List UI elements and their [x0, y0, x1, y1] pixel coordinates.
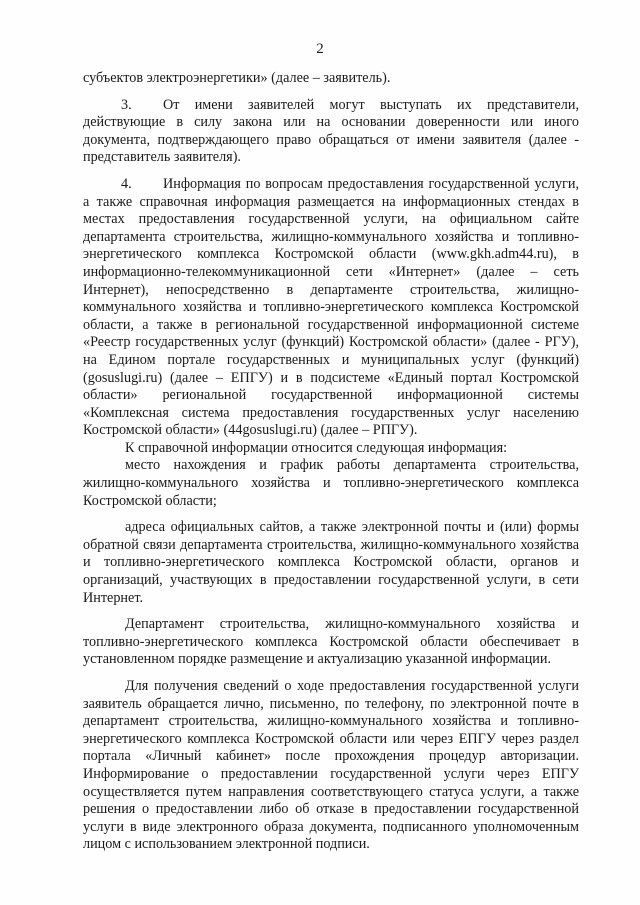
item-number: 3. [121, 96, 132, 113]
document-body [83, 70, 579, 854]
paragraph-continuation: субъектов электроэнергетики» (далее – заявитель). [83, 70, 391, 86]
paragraph-department-duty: Департамент строительства, жилищно-коммунального хозяйства и топливно-энергетического комплекса Костромской области обеспечивает в установленном порядке размещение и актуализацию указанной информации. [83, 616, 579, 668]
item-number: 4. [121, 175, 132, 192]
paragraph-status-info: Для получения сведений о ходе предоставления государственной услуги заявитель обращается лично, письменно, по телефону, по электронной почте в департамент строительства, жилищно-коммунального хозяйства и топливно-энергетического комплекса Костромской области или через ЕПГУ через раздел портала «Личный кабинет» после прохождения процедур авторизации. Информирование о предоставлении государственной услуги через ЕПГУ осуществляется путем направления соответствующего статуса услуги, а также решения о предоставлении либо об отказе в предоставлении государственной услуги в виде электронного образа документа, подписанного уполномоченным лицом с использованием электронной подписи. [83, 678, 579, 853]
paragraph-addresses: адреса официальных сайтов, а также электронной почты и (или) формы обратной связи департамента строительства, жилищно-коммунального хозяйства и топливно-энергетического комплекса Костромской области, органов и организаций, участвующих в предоставлении государственной услуги, в сети Интернет. [83, 519, 579, 606]
paragraph-reference-intro: К справочной информации относится следующая информация: [125, 439, 508, 456]
item-text: Информация по вопросам предоставления государственной услуги, а также справочная информация размещается на информационных стендах в местах предоставления государственной услуги, на официальном сайте департамента строительства, жилищно-коммунального хозяйства и топливно-энергетического комплекса Костромской области (www.gkh.adm44.ru), в информационно-телекоммуникационной сети «Интернет» (далее – сеть Интернет), непосредственно в департаменте строительства, жилищно-коммунального хозяйства и топливно-энергетического комплекса Костромской области, а также в региональной государственной информационной системе «Реестр государственных услуг (функций) Костромской области» (далее - РГУ), на Едином портале государственных и муниципальных услуг (функций) (gosuslugi.ru) (далее – ЕПГУ) и в подсистеме «Единый портал Костромской области» региональной государственной информационной системы «Комплексная система предоставления государственных услуг населению Костромской области» (44gosuslugi.ru) (далее – РПГУ). [83, 175, 579, 439]
paragraph-location-schedule: место нахождения и график работы департамента строительства, жилищно-коммунального хозяйства и топливно-энергетического комплекса Костромской области; [83, 457, 579, 509]
item-text: От имени заявителей могут выступать их представители, действующие в силу закона или на основании доверенности или иного документа, подтверждающего право обращаться от имени заявителя (далее - представитель заявителя). [83, 96, 579, 166]
paragraph-item-4 [83, 176, 579, 440]
page-number: 2 [316, 41, 324, 57]
paragraph-item-3 [83, 97, 579, 167]
